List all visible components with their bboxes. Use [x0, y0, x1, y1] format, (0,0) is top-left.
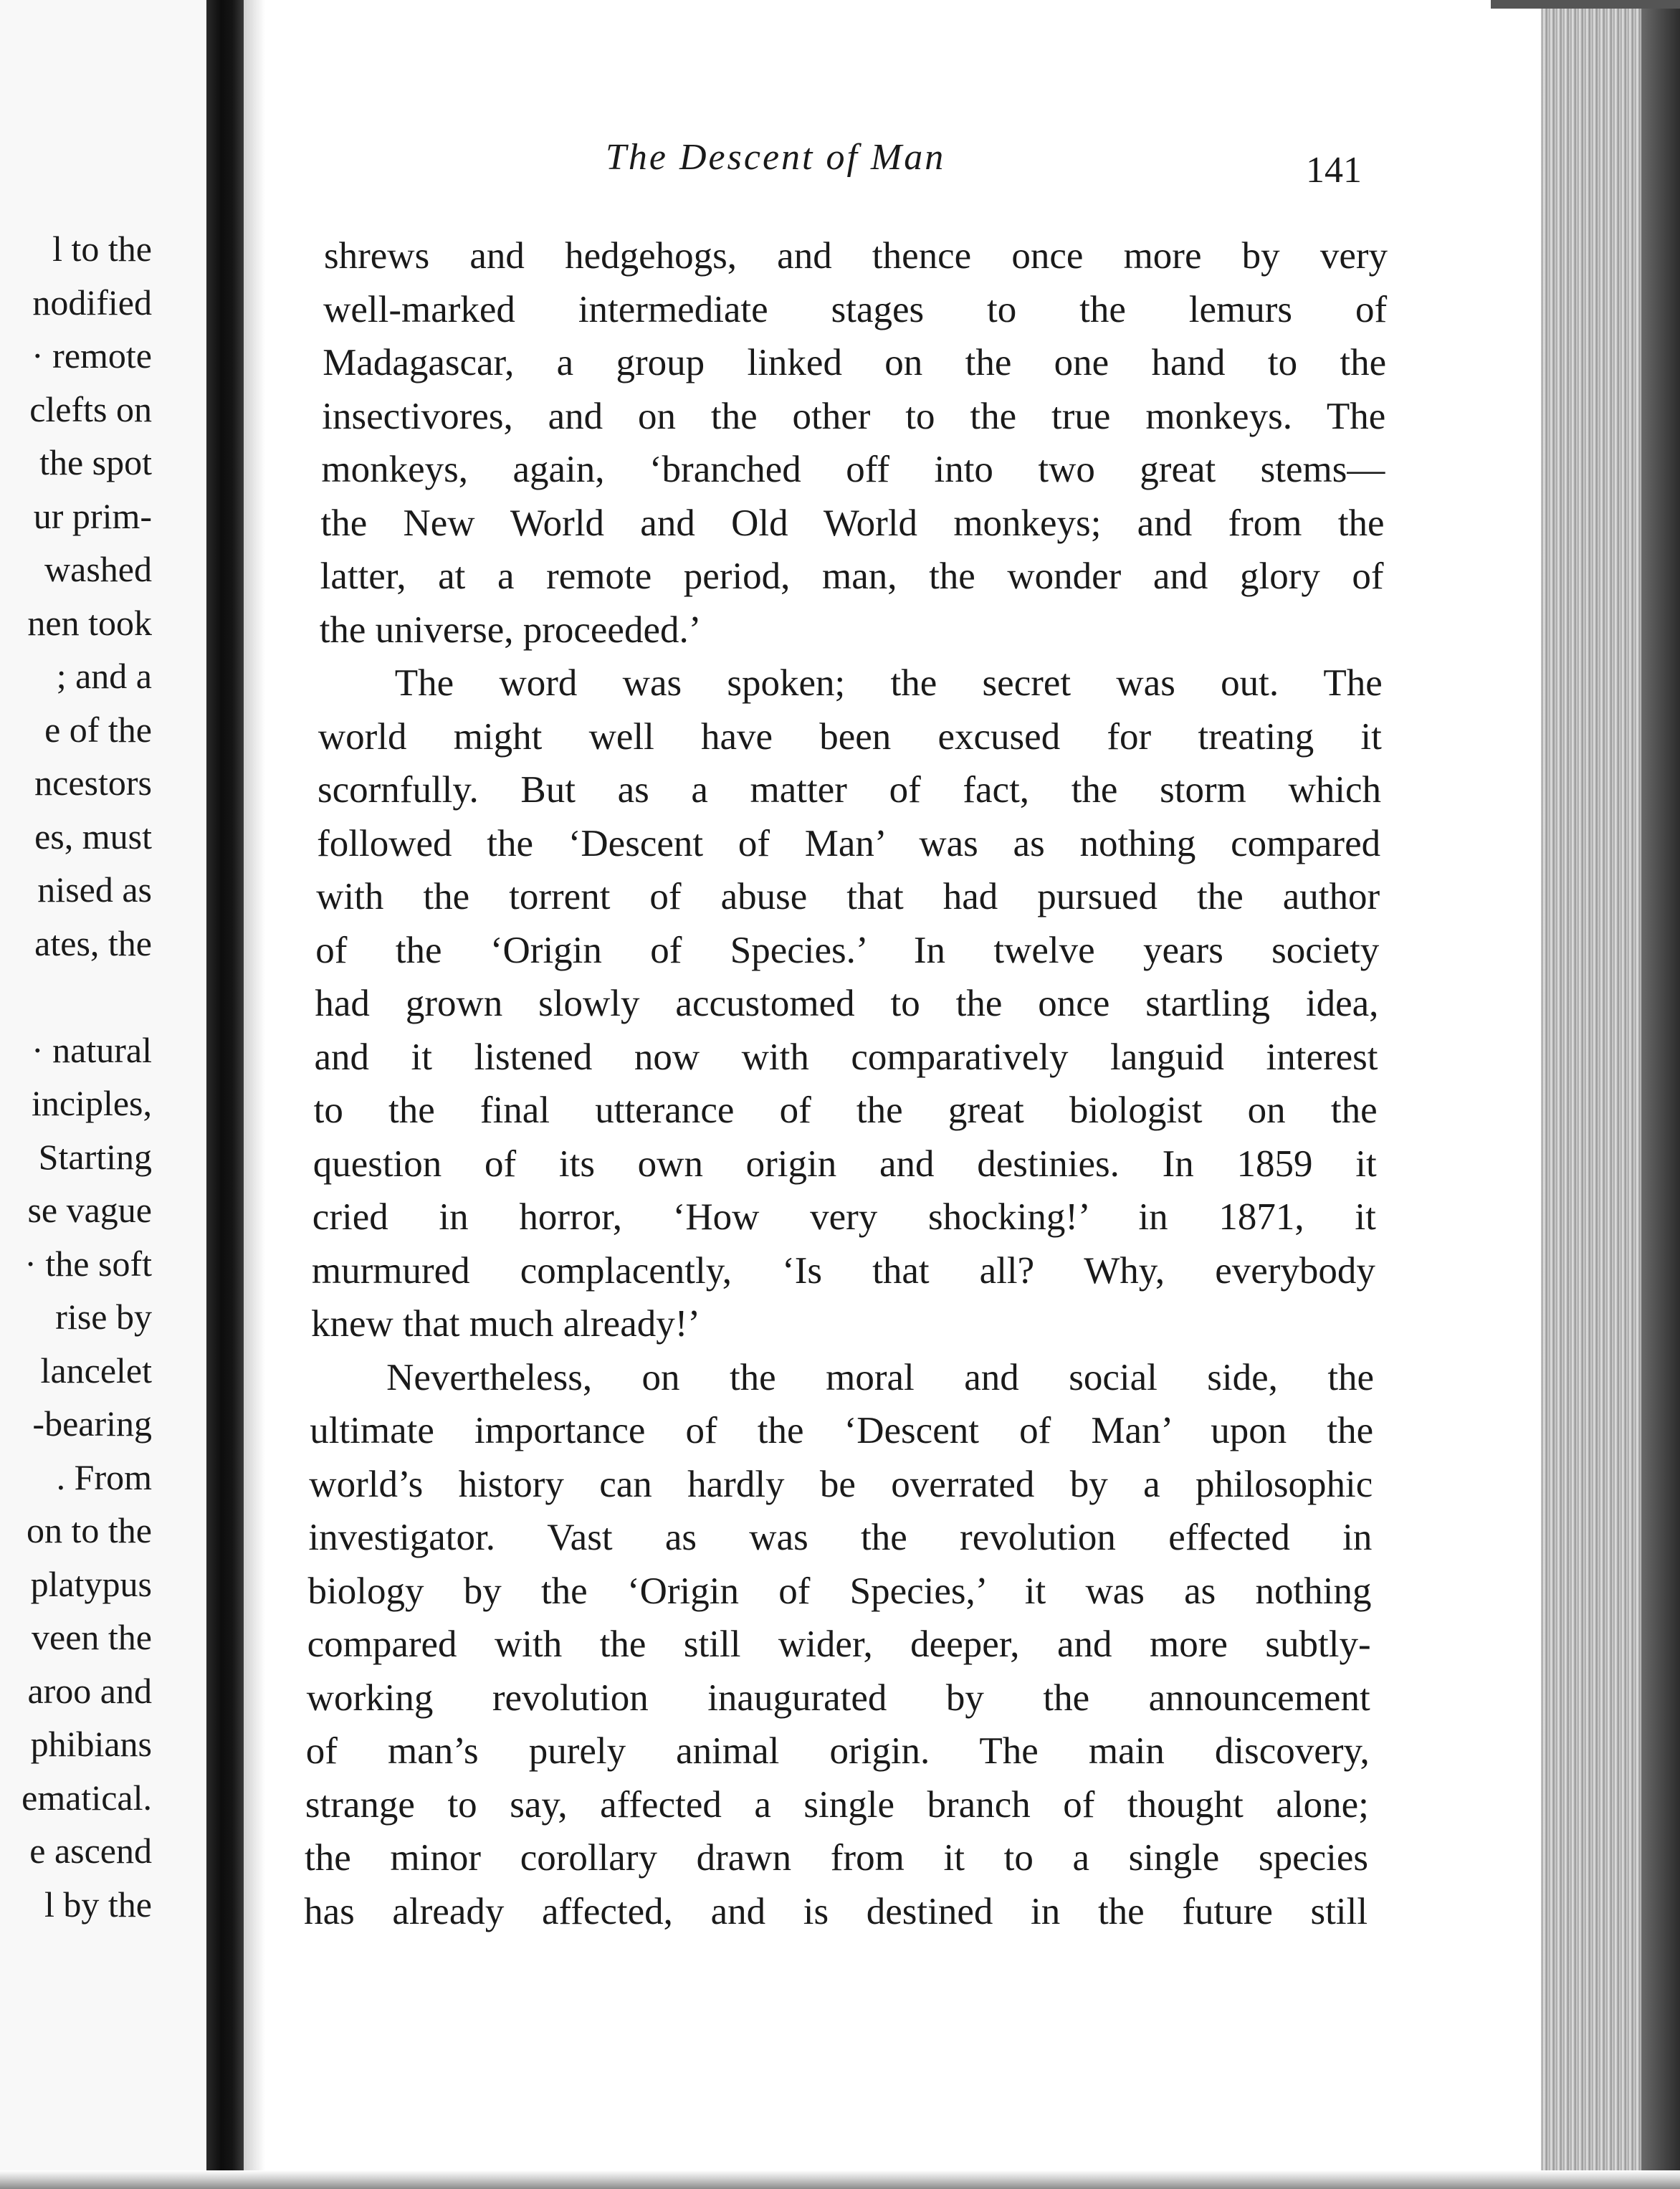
text-line: biology by the ‘Origin of Species,’ it was as nothing [307, 1570, 1372, 1612]
text-line: strange to say, affected a single branch of thought alone; [305, 1783, 1369, 1826]
text-line: scornfully. But as a matter of fact, the storm which [318, 769, 1381, 811]
left-page-line: Starting [38, 1136, 152, 1177]
text-line: insectivores, and on the other to the true monkeys. The [322, 395, 1386, 437]
page-number: 141 [1306, 150, 1362, 191]
text-line: compared with the still wider, deeper, and more subtly- [307, 1623, 1371, 1665]
left-page-line: · remote [32, 335, 152, 376]
text-line: had grown slowly accustomed to the once startling idea, [315, 983, 1379, 1024]
text-line: latter, at a remote period, man, the wonder and glory of [320, 555, 1384, 597]
text-line: cried in horror, ‘How very shocking!’ in 1871, it [312, 1196, 1376, 1238]
left-page-line: ates, the [34, 922, 152, 963]
text-line: of the ‘Origin of Species.’ In twelve years society [315, 929, 1380, 971]
running-head: The Descent of Man [606, 137, 946, 178]
left-page-line: washed [44, 549, 152, 589]
gutter-shadow [244, 0, 265, 2189]
left-page-line: · natural [32, 1029, 152, 1070]
text-line: ultimate importance of the ‘Descent of Man’ upon the [310, 1410, 1374, 1451]
text-line: The word was spoken; the secret was out. The [394, 662, 1383, 704]
left-page-line: veen the [32, 1617, 152, 1657]
left-page-line: l to the [52, 229, 152, 269]
left-page-line: phibians [30, 1724, 152, 1764]
text-line: murmured complacently, ‘Is that all? Why, everybody [311, 1249, 1375, 1292]
text-line: the minor corollary drawn from it to a single species [305, 1837, 1368, 1879]
left-page-line: se vague [27, 1190, 152, 1230]
text-line: shrews and hedgehogs, and thence once more by very [324, 235, 1388, 277]
text-line: investigator. Vast as was the revolution effected in [308, 1517, 1373, 1558]
text-line: Nevertheless, on the moral and social side, the [386, 1356, 1375, 1398]
left-page-line: on to the [27, 1510, 152, 1550]
bottom-edge-shadow [0, 2170, 1680, 2189]
left-page-line: ncestors [34, 763, 152, 803]
text-line: working revolution inaugurated by the announcement [306, 1677, 1370, 1719]
left-facing-page [0, 0, 215, 2189]
left-page-line: ematical. [22, 1777, 152, 1818]
left-page-line: e ascend [29, 1831, 152, 1871]
left-page-line: lancelet [40, 1350, 152, 1391]
left-page-line: inciples, [31, 1083, 152, 1123]
left-page-line: l by the [44, 1884, 152, 1925]
text-line: knew that much already!’ [311, 1303, 701, 1345]
cover-edge [1641, 0, 1680, 2189]
text-line: followed the ‘Descent of Man’ was as nothing compared [317, 822, 1381, 864]
left-page-line: es, must [34, 816, 152, 857]
book-gutter [206, 0, 244, 2189]
text-line: Madagascar, a group linked on the one hand to the [323, 342, 1387, 383]
left-page-line: . From [56, 1456, 152, 1497]
text-line: the universe, proceeded.’ [319, 609, 702, 651]
left-page-line: e of the [44, 709, 152, 750]
text-line: of man’s purely animal origin. The main discovery, [305, 1730, 1370, 1772]
left-page-line: rise by [55, 1297, 152, 1337]
text-line: monkeys, again, ‘branched off into two great stems— [321, 449, 1385, 490]
left-page-line: platypus [30, 1563, 152, 1604]
text-line: to the final utterance of the great biologist on the [313, 1089, 1378, 1131]
text-line: question of its own origin and destinies. In 1859 it [312, 1143, 1377, 1185]
left-page-line: the spot [39, 442, 152, 482]
left-page-line: · the soft [24, 1243, 152, 1284]
left-page-line: ur prim- [33, 495, 152, 536]
top-edge-shadow [1491, 0, 1680, 9]
text-line: with the torrent of abuse that had pursued the author [316, 876, 1380, 917]
text-line: the New World and Old World monkeys; and from the [320, 502, 1385, 544]
left-page-line: clefts on [29, 388, 152, 429]
left-page-line: ; and a [56, 656, 152, 696]
text-line: well-marked intermediate stages to the lemurs of [323, 288, 1388, 330]
left-page-line: nodified [32, 282, 152, 323]
text-line: world’s history can hardly be overrated by a philosophic [309, 1463, 1373, 1505]
left-page-line: -bearing [32, 1403, 152, 1444]
text-line: world might well have been excused for treating it [318, 715, 1382, 758]
text-line: and it listened now with comparatively languid interest [314, 1036, 1378, 1078]
left-page-line: nen took [27, 602, 152, 643]
left-page-line: aroo and [27, 1670, 152, 1711]
left-page-line: nised as [37, 869, 152, 910]
text-line: has already affected, and is destined in the future still [304, 1890, 1368, 1932]
